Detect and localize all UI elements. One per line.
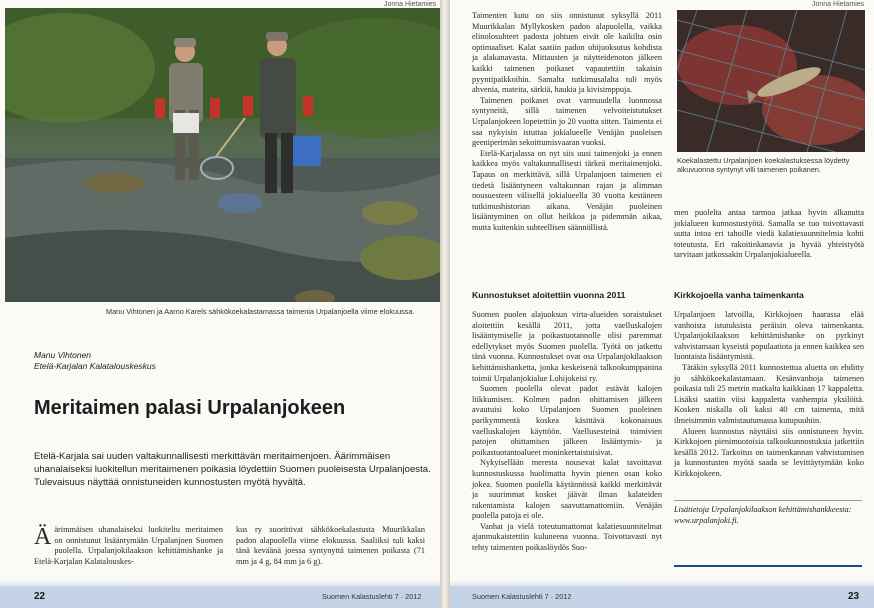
fish-photo-caption: Koekalastettu Urpalanjoen koekalastuksessa löydetty alkuvuonna syntynyt villi taimenen poikanen. xyxy=(677,156,850,174)
body-text: kus ry suorittivat sähkökoekalastusta Muurikkalan padon alapuolella viime elokuussa. Saaliiksi tuli kaksi tänä keväänä joessa syntynyttä taimenen poikasta (71 mm ja 4 g, 84 mm ja 6 g). xyxy=(236,525,425,566)
body-column-top-2 xyxy=(674,208,864,261)
body-column-bottom-2 xyxy=(674,310,864,480)
photo-credit: Jonna Hietamies xyxy=(384,1,437,8)
body-column-bottom-1 xyxy=(472,310,662,554)
divider-rule xyxy=(674,500,862,501)
footer-accent-rule xyxy=(674,565,862,567)
body-paragraph: Alueen kunnostus näyttäisi siis onnistuneen hyvin. Kirkkojoen pienimuotoisia talkookunnostuksia jatkettiin kesällä 2012. Tarkoitus on taimenkannan vahvistumisen ja kunnostusten myötä saada se levittäytymään koko Kirkkojokeen. xyxy=(674,426,864,478)
author-organization: Etelä-Karjalan Kalatalouskeskus xyxy=(34,361,156,371)
body-paragraph: Nykyisellään meresta nousevat kalat tavoittavat kunnostuskussa huolimatta hyvin pienen osan koko jokea. Suomen puolella käytännössä kaikki merkittävät ja suurimmat kosket jäävät ilman kalateiden rakentamista kalojen saavuttamattomiin. Venäjän puolella patoja ei ole. xyxy=(472,458,662,521)
spine-gutter xyxy=(440,0,450,608)
body-column-2 xyxy=(236,525,425,567)
body-paragraph: men puolelta antaa tarmoa jatkaa hyvin alkanutta jokialueen kunnostustyötä. Samalla se tuo toivottavasti uutta intoa eri tahoille viedä kalatiesuunnitelmia kohti toteutusta. Eri rakoitinkanavia ja hyvää yhteistyötä tarvitaan jatkossakin Urpalanjokialueella. xyxy=(674,208,864,260)
subheading-kirkkojoki: Kirkkojoella vanha taimenkanta xyxy=(674,290,804,300)
magazine-name: Suomen Kalastuslehti 7 · 2012 xyxy=(472,592,572,601)
river-fishing-photo xyxy=(5,8,440,302)
author-block xyxy=(34,350,156,372)
article-title: Meritaimen palasi Urpalanjokeen xyxy=(34,397,346,419)
body-column-1 xyxy=(34,525,223,567)
photo-caption: Manu Vihtonen ja Aarno Karels sähkökoekalastamassa taimenia Urpalanjoella viime elokuussa. xyxy=(106,307,415,316)
drop-cap: Ä xyxy=(34,524,52,550)
body-paragraph: Taimenten kutu on siis onnistunut syksyllä 2011 Muurikkalan Myllykosken padon alapuolella, vaikka elinolosuhteet padosta johtuen eivät ole kaikilta osin optimaaliset. Kalat saatiin padon ohijuoksutus kohdista ja alakanavasta. Mittausten ja näytteidenoton jälkeen kaikki taimenen poikaset vapautettiin takaisin pyyntipaikkoihin. Samalta tutkimusalalta tuli myös ahvenia, mateita, särkiä, haukia ja kivisimppuja. xyxy=(472,11,662,95)
fish-net-illustration xyxy=(677,10,865,152)
subheading-restorations: Kunnostukset aloitettiin vuonna 2011 xyxy=(472,290,626,300)
body-paragraph: Urpalanjoen latvoilla, Kirkkojoen haarassa elää vanhoista istutuksista peräisin oleva taimenkanta. Urpalanjokilaakson kehittämishanke on pyrkinyt vahvistamaan kyseistä populaatiota ja ennen kaikkea sen luontaista lisääntymistä. xyxy=(674,310,864,362)
body-paragraph: Etelä-Karjalassa on nyt siis uusi taimenjoki ja ennen kaikkea myös valtakunnallisesti tärkeä meritaimenjoki. Tapaus on merkittävä, sillä Urpalanjoen taimenen ei tiedetä lisääntyneen valtakunnan rajan ja alimman nousuesteen välisellä jokialueella 30 vuotta kestäneen tutkimushistorian aikana. Venäjän puoleinen lisääntyminen on ollut heikkoa ja pidemmän aikaa, mutta kuitenkin suhteellisen säännöllistä. xyxy=(472,148,662,232)
page-number: 22 xyxy=(34,591,46,602)
body-paragraph: Suomen puolella olevat padot estävät kalojen liikkumisen. Kolmen padon ohittamisen jälkeen avautuisi koko Urpalanjoen Suomen puoleinen parikymmentä koskea käsittävä kokonaisuus vaelluskalojen käyttöön. Vaellusesteinä toimivien patojen ohittamisen jälkeen lisääntymis- ja poikastuotantoalueet moninkertaistuisivat. xyxy=(472,384,662,457)
magazine-name: Suomen Kalastuslehti 7 · 2012 xyxy=(322,592,422,601)
author-name: Manu Vihtonen xyxy=(34,350,92,360)
body-paragraph: Vanhat ja vielä toteutumattomat kalatiesuunnitelmat ajanmukaistettiin kuluneena vuonna. Toivottavasti nyt tehty taimenten poikaslöydös Suo- xyxy=(472,521,662,553)
body-column-top-1 xyxy=(472,11,662,233)
photo-credit: Jonna Hietamies xyxy=(812,1,865,8)
body-text: ärimmäisen uhanalaiseksi luokiteltu meritaimen on onnistunut lisääntymään Urpalanjoen Suomen puolella. Urpalanjokilaakson kehittämishanke ja Etelä-Karjalan Kalatalouskes- xyxy=(34,525,223,566)
article-lead: Etelä-Karjala sai uuden valtakunnallisesti merkittävän meritaimenjoen. Äärimmäisen uhanalaiseksi luokitellun meritaimenen poikasia löydettiin Suomen puoleisesta Urpalanjoesta. Tulevaisuus näyttää onnistuneiden kunnostusten myötä hyvältä. xyxy=(34,451,431,488)
body-paragraph: Tätäkin syksyllä 2011 kunnostettua aluetta on ehditty jo sähkökoekalastamaan. Kesänvanhoja taimenen poikasia tuli 25 metrin matkalta kaikkiaan 17 kappaletta. Lisäksi saatiin viisi kappaletta vanhempia yksilöitä. Kosken niskalla oli kaksi 40 cm taimenta, mitä ilmeisimmin valmistautumassa kutupuuhiin. xyxy=(674,362,864,425)
page-number: 23 xyxy=(848,591,860,602)
river-photo-illustration xyxy=(5,8,440,302)
more-info-note: Lisätietoja Urpalanjokilaakson kehittämishankkeesta: www.urpalanjoki.fi. xyxy=(674,505,852,525)
body-paragraph: Taimenen poikaset ovat varmuudella luonnossa syntyneitä, sillä taimenen velvoiteistutukset Urpalanjokeen lopetettiin jo 20 vuotta sitten. Taimenta ei saa nykyisin istuttaa jokialueelle Venäjän puoleisen geeniperimän sekoittumisvaaran vuoksi. xyxy=(472,95,662,148)
right-page xyxy=(450,0,874,608)
fish-photo xyxy=(677,10,865,152)
body-paragraph: Suomen puolen alajuoksun virta-alueiden soraistukset aloitettiin kesällä 2011, jotta vaelluskalojen lisääntymiselle ja poikastuotannolle olisi paremmat edellytykset myös Suomen puolella. Työtä on jatkettu tänä vuonna. Kunnostukset ovat osa Urpalanjokilaakson kehittämishanketta, jonka keskeisenä talkookumppanina toimii Urpalanjokialue Lohijokeisi ry. xyxy=(472,310,662,383)
